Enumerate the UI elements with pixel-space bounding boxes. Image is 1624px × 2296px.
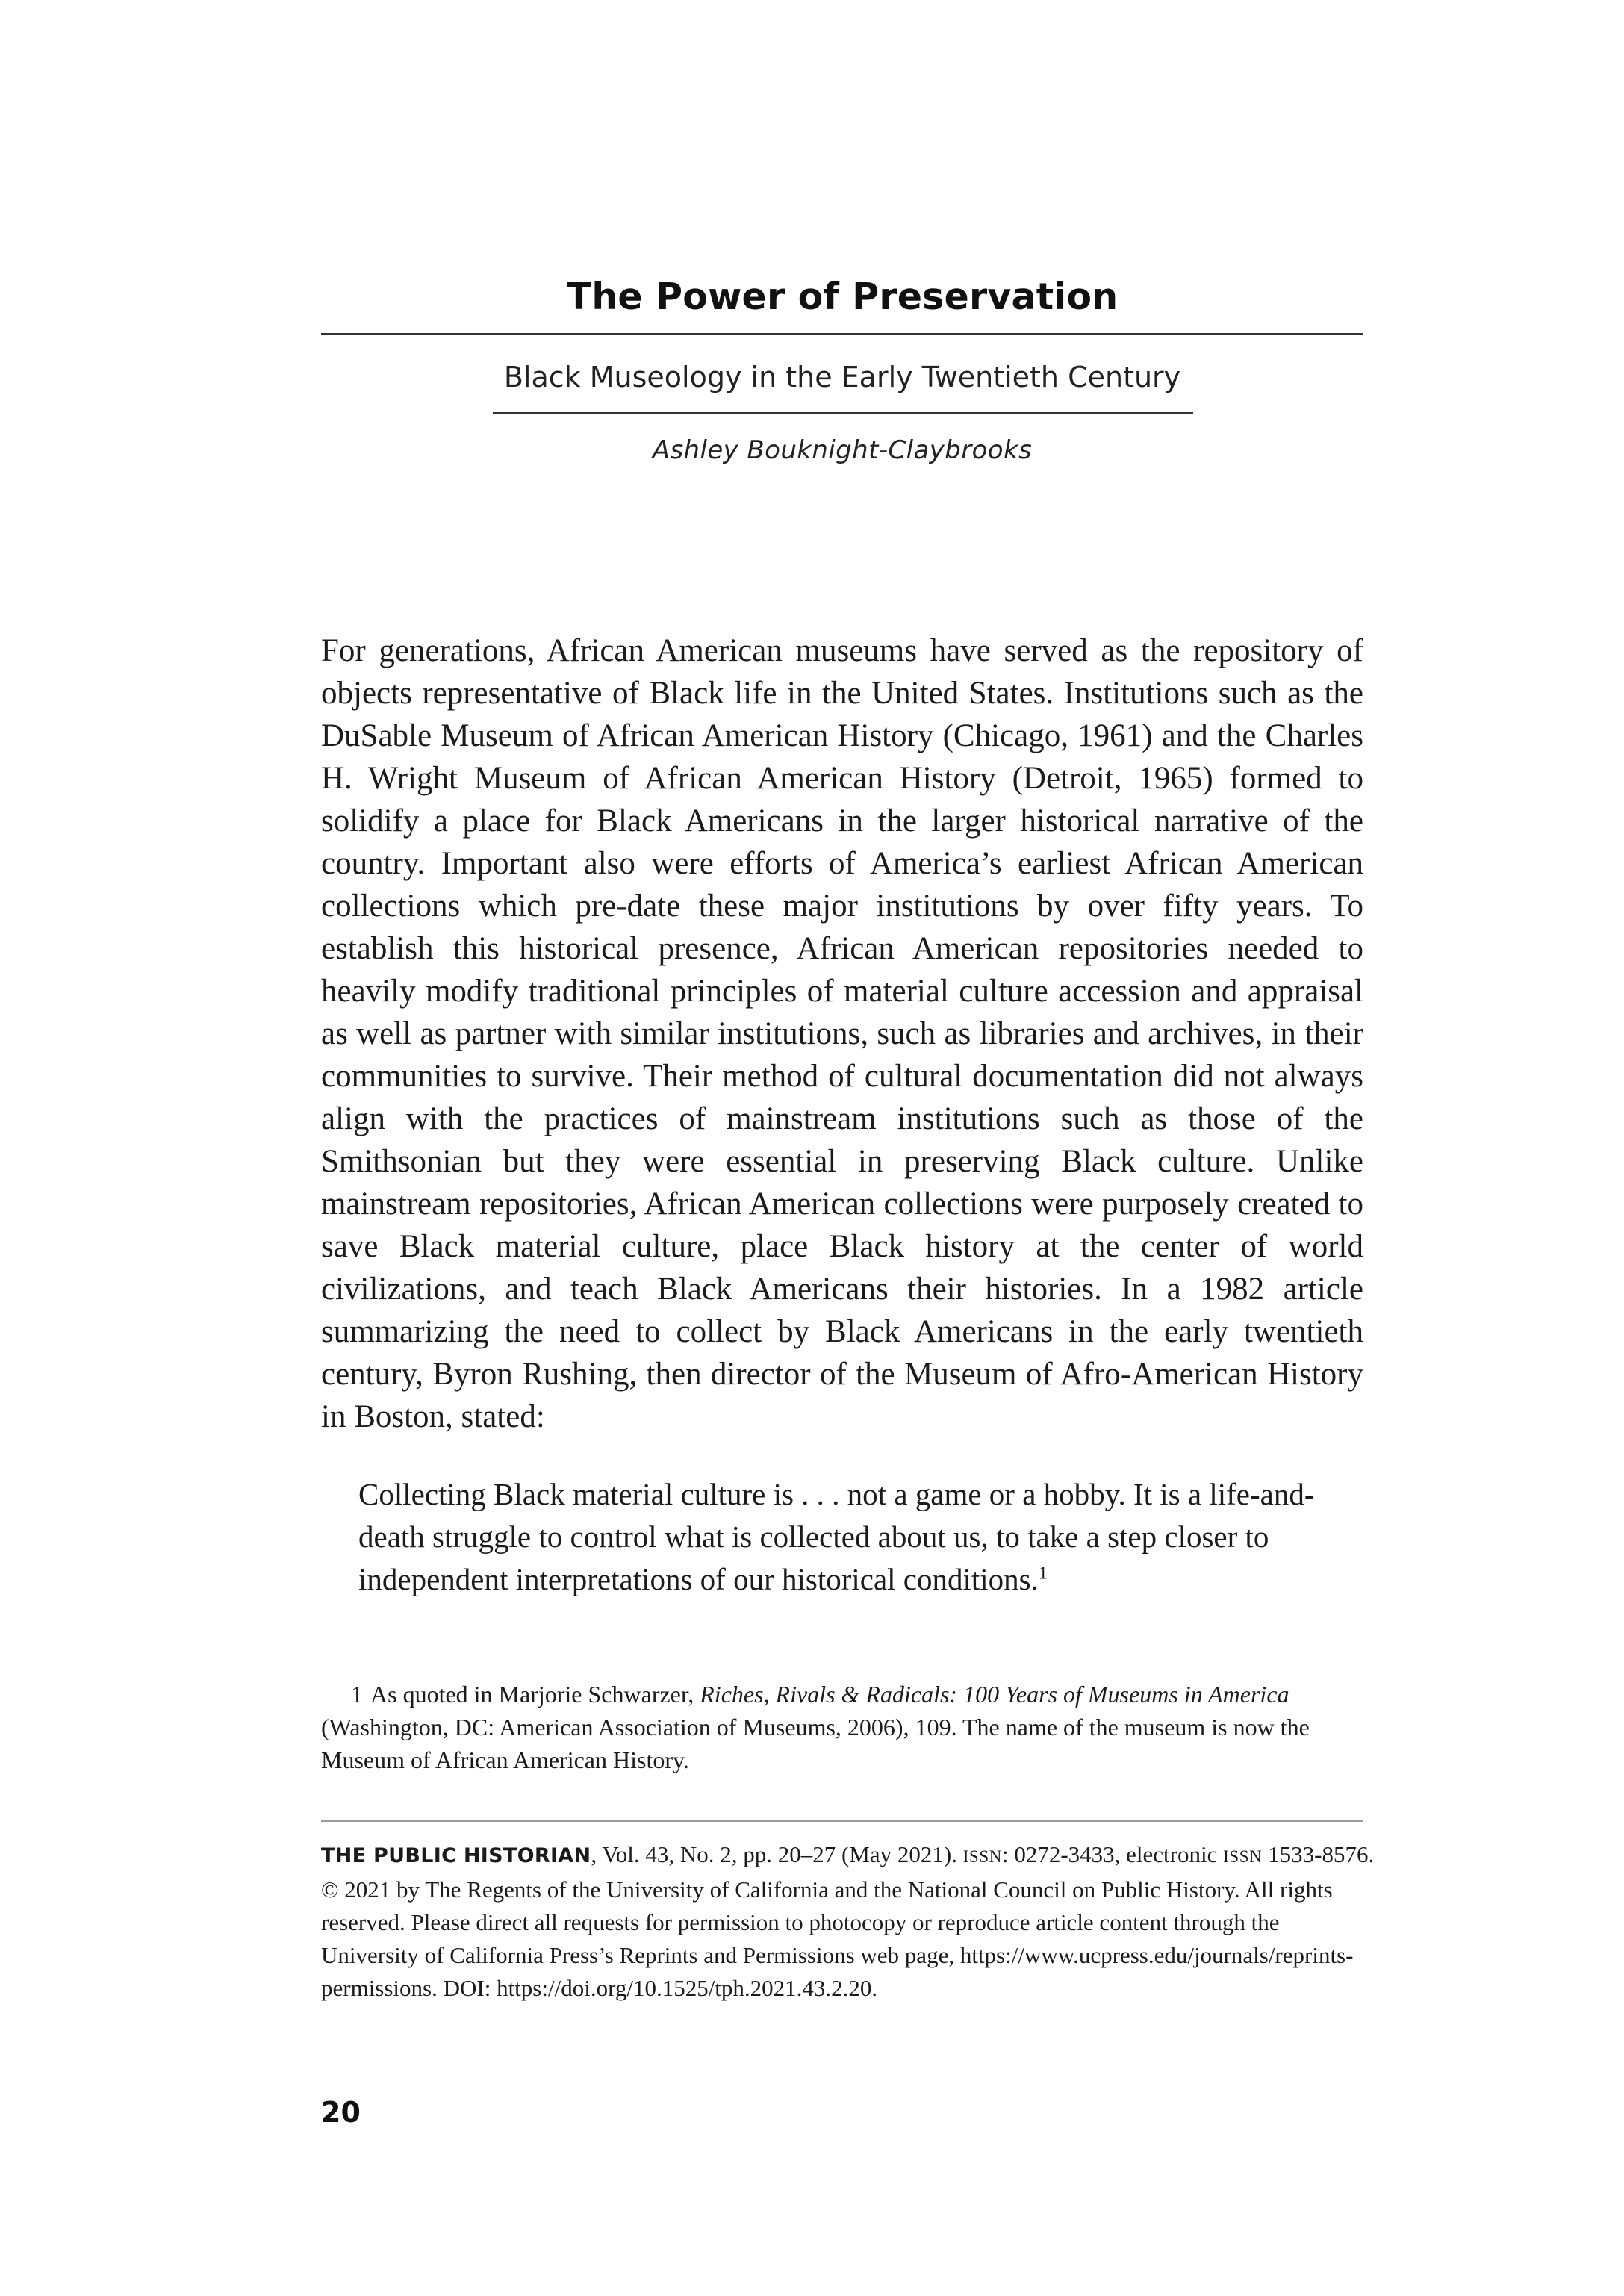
subtitle-divider bbox=[493, 412, 1193, 414]
publication-info bbox=[321, 1838, 1381, 2005]
article-subtitle: Black Museology in the Early Twentieth Century bbox=[503, 361, 1181, 393]
footnote-number: 1 bbox=[351, 1681, 363, 1708]
footer-divider bbox=[321, 1820, 1363, 1822]
title-divider bbox=[321, 333, 1363, 335]
issn-value: : 0272-3433, electronic bbox=[1001, 1841, 1224, 1867]
publication-citation: , Vol. 43, No. 2, pp. 20–27 (May 2021). bbox=[591, 1841, 963, 1867]
block-quote bbox=[358, 1473, 1329, 1601]
eissn-label: ISSN bbox=[1223, 1847, 1263, 1866]
publication-rights: 1533-8576. © 2021 by The Regents of the University of California and the National Council on Public History. All rights reserved. Please direct all requests for permission to photocopy or reproduce article content through the University of California Press’s Reprints and Permissions web page, https://www.ucpress.edu/journals/reprints-permissions. DOI: https://doi.org/10.1525/tph.2021.43.2.20. bbox=[321, 1841, 1375, 2001]
journal-name: THE PUBLIC HISTORIAN bbox=[321, 1844, 591, 1867]
footnote-reference[interactable]: 1 bbox=[1038, 1564, 1048, 1584]
footnote bbox=[321, 1678, 1366, 1776]
issn-label: ISSN bbox=[962, 1847, 1002, 1866]
page-number: 20 bbox=[321, 2096, 361, 2129]
body-paragraph: For generations, African American museums have served as the repository of objects representative of Black life in the United States. Institutions such as the DuSable Museum of African American History (Chicago, 1961) and the Charles H. Wright Museum of African American History (Detroit, 1965) formed to solidify a place for Black Americans in the larger historical narrative of the country. Important also were efforts of America’s earliest African American collections which pre-date these major institutions by over fifty years. To establish this historical presence, African American repositories needed to heavily modify traditional principles of material culture accession and appraisal as well as partner with similar institutions, such as libraries and archives, in their communities to survive. Their method of cultural documentation did not always align with the practices of mainstream institutions such as those of the Smithsonian but they were essential in preserving Black culture. Unlike mainstream repositories, African American collections were purposely created to save Black material culture, place Black history at the center of world civilizations, and teach Black Americans their histories. In a 1982 article summarizing the need to collect by Black Americans in the early twentieth century, Byron Rushing, then director of the Museum of Afro-American History in Boston, stated: bbox=[321, 633, 1363, 1434]
footnote-work-title: Riches, Rivals & Radicals: 100 Years of Museums in America bbox=[700, 1681, 1289, 1708]
footnote-text-after: (Washington, DC: American Association of Museums, 2006), 109. The name of the museum is now the Museum of African American History. bbox=[321, 1714, 1310, 1773]
article-title: The Power of Preservation bbox=[566, 276, 1119, 318]
footnote-text-before: As quoted in Marjorie Schwarzer, bbox=[370, 1681, 700, 1708]
article-author: Ashley Bouknight-Claybrooks bbox=[652, 435, 1033, 465]
block-quote-text: Collecting Black material culture is . . . not a game or a hobby. It is a life-and-death struggle to control what is collected about us, to take a step closer to independent interpretations of our historical conditions. bbox=[358, 1477, 1315, 1596]
